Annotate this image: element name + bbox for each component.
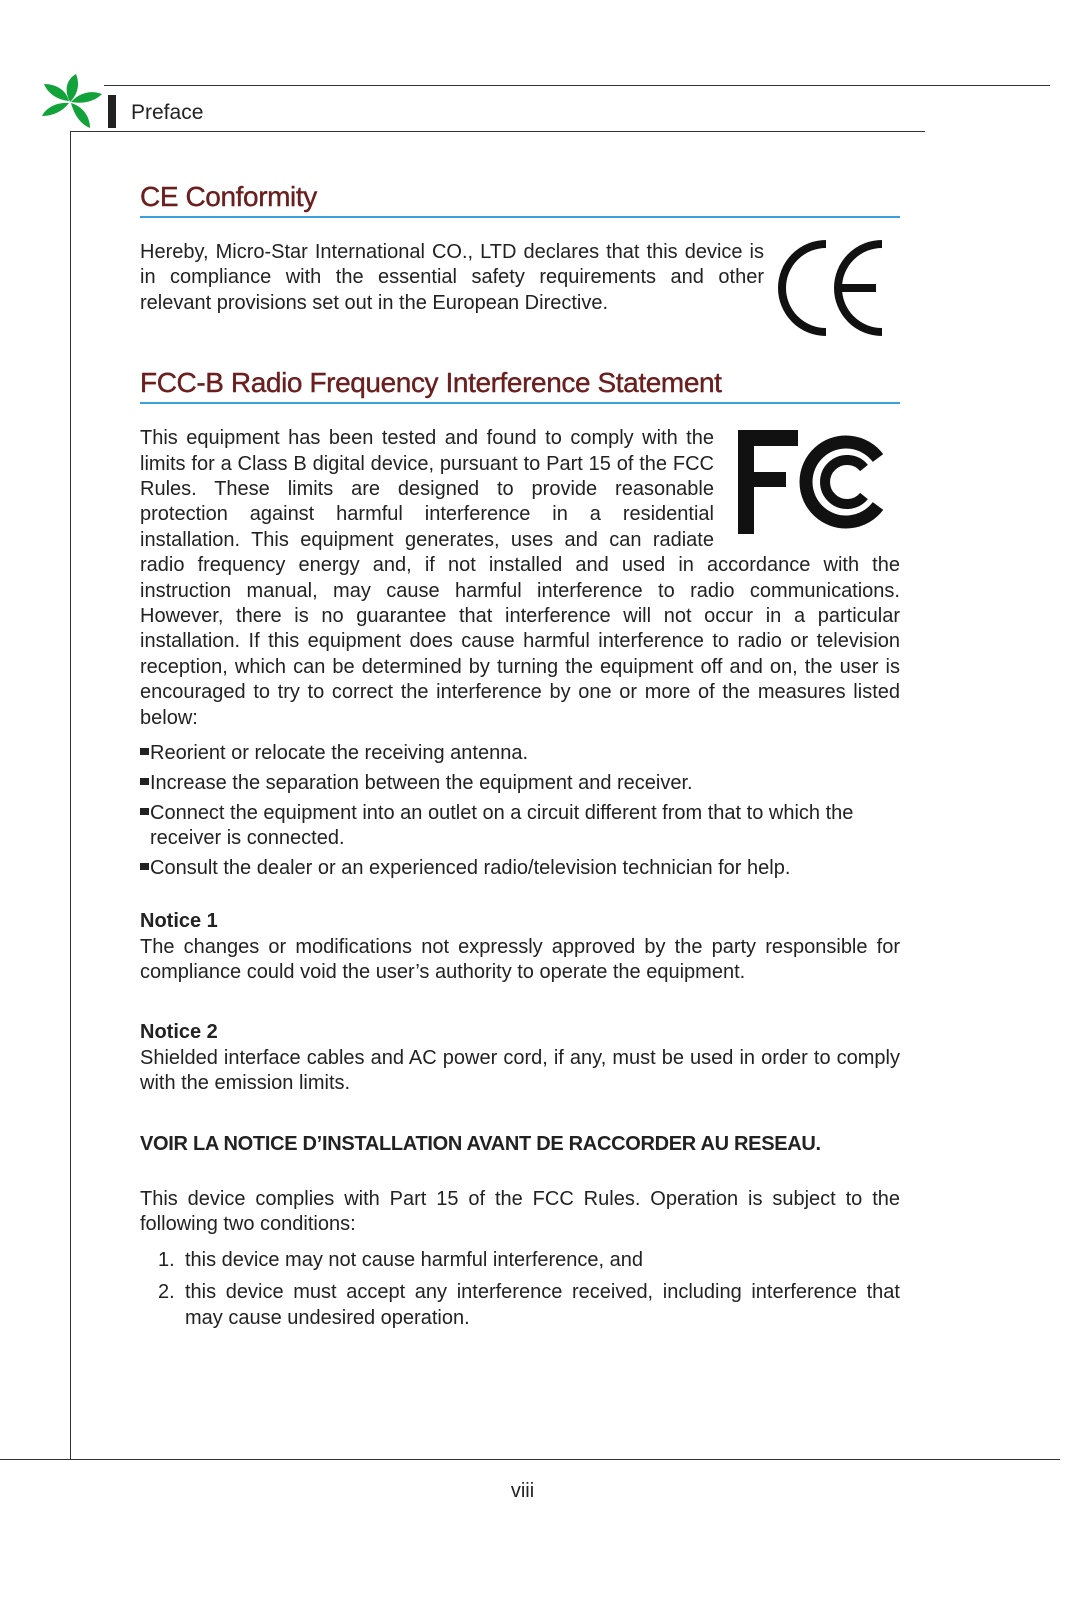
list-item: Connect the equipment into an outlet on a circuit different from that to which the receiver is connected. bbox=[140, 801, 900, 851]
ce-section bbox=[140, 240, 900, 316]
section-label: Preface bbox=[131, 101, 204, 124]
list-number: 2. bbox=[158, 1281, 175, 1304]
list-text: this device may not cause harmful interference, and bbox=[185, 1248, 644, 1271]
ce-mark-icon bbox=[776, 240, 888, 336]
notice-2-title: Notice 2 bbox=[140, 1021, 218, 1044]
header-bottom-rule bbox=[70, 131, 925, 132]
ce-text: Hereby, Micro-Star International CO., LTD declares that this device is in compliance with the essential safety requirements and other relevant provisions set out in the European Directive. bbox=[140, 241, 764, 314]
fcc-section bbox=[140, 426, 900, 881]
list-text: this device must accept any interference received, including interference that may cause undesired operation. bbox=[185, 1281, 900, 1329]
list-item bbox=[140, 1280, 900, 1331]
page-content bbox=[140, 180, 900, 1338]
page-number: viii bbox=[510, 1480, 535, 1502]
list-item: Reorient or relocate the receiving antenna. bbox=[140, 741, 900, 766]
fcc-logo-icon bbox=[738, 430, 890, 534]
header-accent-bar bbox=[108, 95, 116, 128]
notice-2-text: Shielded interface cables and AC power cord, if any, must be used in order to comply with the emission limits. bbox=[140, 1046, 900, 1095]
fcc-text: This equipment has been tested and found to comply with the limits for a Class B digital device, pursuant to Part 15 of the FCC Rules. These limits are designed to provide reasonable protection against harmful interference in a residential installation. This equipment generates, uses and can radiate radio frequency energy and, if not installed and used in accordance with the instruction manual, may cause harmful interference to radio communications. However, there is no guarantee that interference will not occur in a particular installation. If this equipment does cause harmful interference to radio or television reception, which can be determined by turning the equipment off and on, the user is encouraged to try to correct the interference by one or more of the measures listed below: bbox=[140, 427, 900, 729]
fcc-measures-list bbox=[140, 741, 900, 881]
fcc-heading: FCC-B Radio Frequency Interference Statement bbox=[140, 366, 900, 404]
notice-1-title: Notice 1 bbox=[140, 910, 218, 933]
list-item bbox=[140, 1248, 900, 1273]
ce-heading: CE Conformity bbox=[140, 180, 900, 218]
left-margin-rule bbox=[70, 131, 71, 1460]
list-item: Consult the dealer or an experienced radio/television technician for help. bbox=[140, 856, 900, 881]
french-notice: VOIR LA NOTICE D’INSTALLATION AVANT DE RACCORDER AU RESEAU. bbox=[140, 1132, 821, 1155]
msi-dragon-leaf-icon bbox=[40, 72, 106, 130]
conditions-list bbox=[140, 1248, 900, 1331]
list-number: 1. bbox=[158, 1248, 175, 1271]
notice-1-text: The changes or modifications not expressly approved by the party responsible for compliance could void the user’s authority to operate the equipment. bbox=[140, 935, 900, 983]
list-item: Increase the separation between the equipment and receiver. bbox=[140, 771, 900, 796]
part15-text: This device complies with Part 15 of the FCC Rules. Operation is subject to the following two conditions: bbox=[140, 1187, 900, 1236]
footer-rule bbox=[0, 1459, 1060, 1460]
header-top-rule bbox=[104, 85, 1050, 86]
